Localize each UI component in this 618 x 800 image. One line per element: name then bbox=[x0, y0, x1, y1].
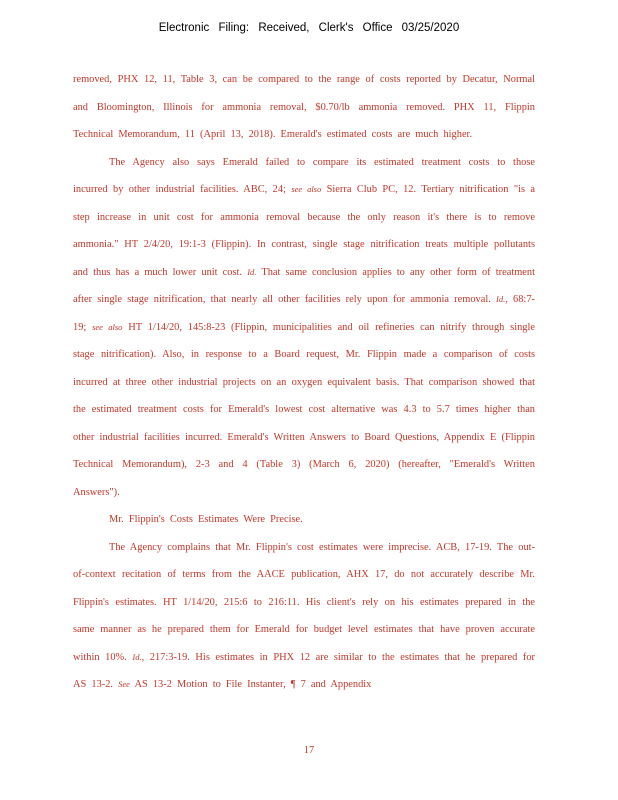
document-body bbox=[73, 66, 535, 699]
text-run: HT 1/14/20, 145:8-23 (Flippin, municipalities and oil refineries can nitrify through single stage nitrification). Also, in response to a Board request, Mr. Flippin made a comparison of costs incurred at three other industrial projects on an oxygen equivalent basis. That comparison showed that the estimated treatment costs for Emerald's lowest cost alternative was 4.3 to 5.7 times higher than other industrial facilities incurred. Emerald's Written Answers to Board Questions, Appendix E (Flippin Technical Memorandum), 2-3 and 4 (Table 3) (March 6, 2020) (hereafter, "Emerald's Written Answers"). bbox=[73, 321, 535, 498]
section-heading: Mr. Flippin's Costs Estimates Were Precise. bbox=[109, 514, 303, 525]
paragraph-industrial-facilities bbox=[73, 149, 535, 507]
text-run: The Agency also says Emerald failed to compare its estimated treatment costs to those incurred by other industrial facilities. ABC, 24; bbox=[73, 156, 535, 195]
paragraph-cost-comparison: removed, PHX 12, 11, Table 3, can be compared to the range of costs reported by Decatur, Normal and Bloomington, Illinois for ammonia removal, $0.70/lb ammonia removed. PHX 11, Flippin Technical Memorandum, 11 (April 13, 2018). Emerald's estimated costs are much higher. bbox=[73, 74, 535, 140]
text-run: Sierra Club PC, 12. Tertiary nitrification "is a step increase in unit cost for ammonia removal because the only reason it's there is to remove ammonia." HT 2/4/20, 19:1-3 (Flippin). In contrast, single stage nitrification treats multiple pollutants and thus has a much lower unit cost. bbox=[73, 184, 535, 278]
text-run: That same conclusion applies to any other form of treatment after single stage nitrification, that nearly all other facilities rely upon for ammonia removal. bbox=[73, 266, 536, 305]
citation-signal: Id. bbox=[247, 266, 257, 277]
page-number: 17 bbox=[303, 745, 315, 756]
text-run: The Agency complains that Mr. Flippin's cost estimates were imprecise. ACB, 17-19. The out-of-context recitation of terms from the AACE publication, AHX 17, do not accurately describe Mr. Flippin's estimates. HT 1/14/20, 215:6 to 216:11. His client's rely on his estimates prepared in the same manner as he prepared them for Emerald for budget level estimates that have proven accurate within 10%. bbox=[73, 541, 535, 663]
paragraph-cost-estimates bbox=[73, 534, 535, 699]
text-run: AS 13-2 Motion to File Instanter, ¶ 7 and Appendix bbox=[134, 679, 372, 690]
citation-signal: Id. bbox=[132, 651, 142, 662]
text-run: , 217:3-19. His estimates in PHX 12 are similar to the estimates that he prepared for AS 13-2. bbox=[73, 651, 536, 690]
citation-signal: Id. bbox=[496, 294, 506, 304]
filing-stamp-header: Electronic Filing: Received, Clerk's Office 03/25/2020 bbox=[158, 22, 460, 34]
citation-signal: see also bbox=[291, 184, 322, 194]
text-run: , 68:7-19; bbox=[73, 294, 535, 333]
citation-signal: See bbox=[118, 679, 130, 689]
citation-signal: see also bbox=[92, 321, 123, 332]
